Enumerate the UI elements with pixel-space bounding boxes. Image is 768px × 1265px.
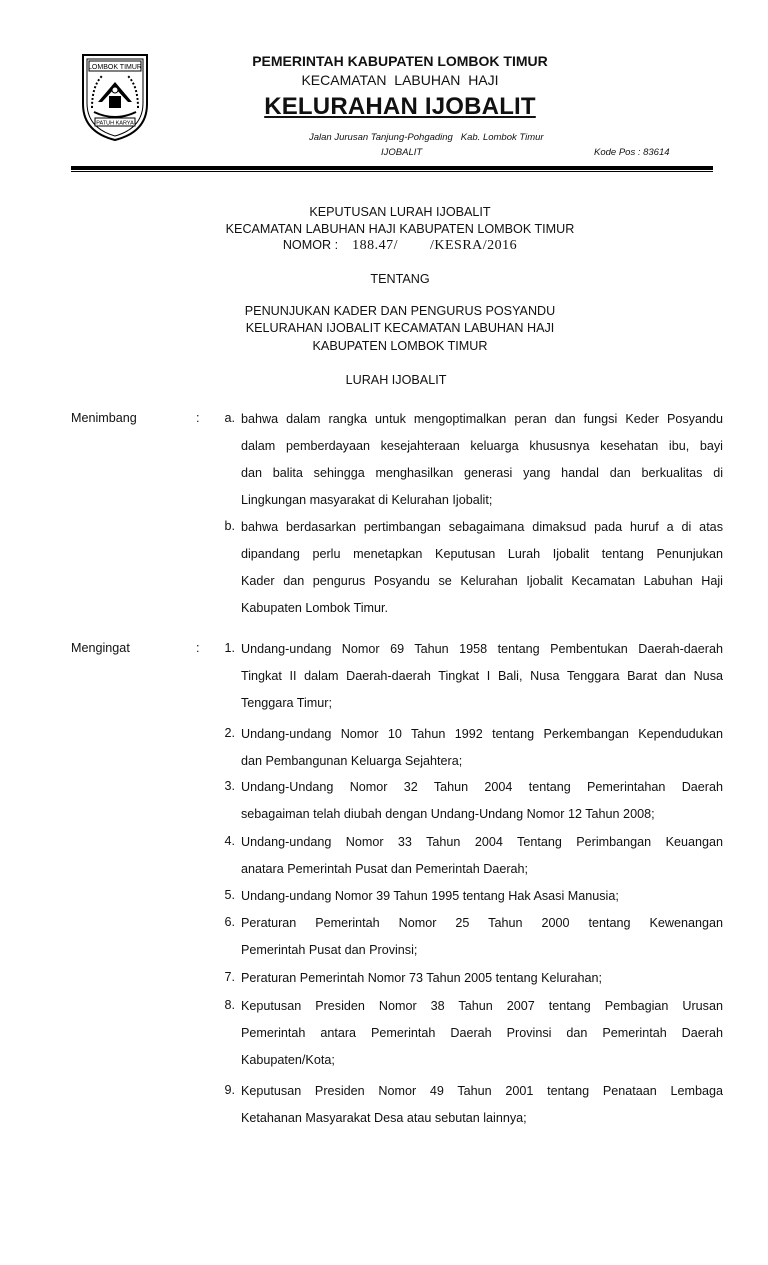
mengingat-marker-8: 8.	[224, 998, 235, 1012]
mengingat-marker-9: 9.	[224, 1083, 235, 1097]
letterhead-divider-thin	[71, 171, 713, 172]
mengingat-colon: :	[196, 641, 200, 655]
menimbang-colon: :	[196, 411, 200, 425]
text-line: Ketahanan Masyarakat Desa atau sebutan lainnya;	[241, 1111, 527, 1125]
decree-title-district: KECAMATAN LABUHAN HAJI KABUPATEN LOMBOK TIMUR	[225, 222, 575, 236]
text-line: Tenggara Timur;	[241, 696, 332, 710]
decree-official: LURAH IJOBALIT	[345, 373, 447, 387]
letterhead-divider-thick	[71, 166, 713, 170]
menimbang-item-a	[241, 406, 723, 514]
mengingat-item-2	[241, 721, 723, 775]
mengingat-marker-1: 1.	[224, 641, 235, 655]
text-line: Pemerintah antara Pemerintah Daerah Provinsi dan Pemerintah Daerah	[241, 1026, 723, 1040]
decree-title: KEPUTUSAN LURAH IJOBALIT	[309, 205, 491, 219]
text-line: Keputusan Presiden Nomor 38 Tahun 2007 tentang Pembagian Urusan	[241, 999, 723, 1013]
mengingat-marker-3: 3.	[224, 779, 235, 793]
letterhead-postal-code: Kode Pos : 83614	[594, 147, 670, 158]
menimbang-label: Menimbang	[71, 411, 137, 425]
text-line: Undang-undang Nomor 10 Tahun 1992 tentang Perkembangan Kependudukan	[241, 727, 723, 741]
coat-of-arms-icon	[80, 52, 150, 142]
menimbang-marker-a: a.	[224, 411, 235, 425]
text-line: Kabupaten/Kota;	[241, 1053, 335, 1067]
mengingat-item-4	[241, 829, 723, 883]
letterhead-government: PEMERINTAH KABUPATEN LOMBOK TIMUR	[252, 53, 548, 69]
text-line: Lingkungan masyarakat di Kelurahan Ijobalit;	[241, 493, 493, 507]
text-line: Peraturan Pemerintah Nomor 25 Tahun 2000 tentang Kewenangan	[241, 916, 723, 930]
letterhead-address: Jalan Jurusan Tanjung-Pohgading Kab. Lombok Timur	[309, 132, 544, 143]
mengingat-item-7	[241, 965, 723, 992]
text-line: Peraturan Pemerintah Nomor 73 Tahun 2005 tentang Kelurahan;	[241, 971, 603, 985]
decree-number	[150, 238, 650, 254]
text-line: bahwa dalam rangka untuk mengoptimalkan peran dan fungsi Keder Posyandu	[241, 412, 723, 426]
text-line: dalam pemberdayaan kesejahteraan keluarga khususnya kesehatan ibu, bayi	[241, 439, 723, 453]
text-line: Tingkat II dalam Daerah-daerah Tingkat I Bali, Nusa Tenggara Barat dan Nusa	[241, 669, 723, 683]
logo-bottom-text: PATUH KARYA	[96, 120, 134, 127]
logo-top-text: LOMBOK TIMUR	[88, 64, 142, 71]
text-line: dan balita sehingga menghasilkan generasi yang handal dan berkualitas di	[241, 466, 723, 480]
decree-subject-line2: KELURAHAN IJOBALIT KECAMATAN LABUHAN HAJI	[245, 321, 555, 335]
text-line: Kader dan pengurus Posyandu se Kelurahan Ijobalit Kecamatan Labuhan Haji	[241, 574, 723, 588]
mengingat-marker-5: 5.	[224, 888, 235, 902]
letterhead-village-short: IJOBALIT	[381, 147, 423, 158]
decree-number-label: NOMOR :	[282, 238, 339, 252]
text-line: dipandang perlu menetapkan Keputusan Lurah Ijobalit tentang Penunjukan	[241, 547, 723, 561]
decree-tentang: TENTANG	[370, 272, 430, 286]
mengingat-item-3	[241, 774, 723, 828]
mengingat-item-9	[241, 1078, 723, 1132]
menimbang-marker-b: b.	[224, 519, 235, 533]
decree-subject-line1: PENUNJUKAN KADER DAN PENGURUS POSYANDU	[244, 304, 556, 318]
text-line: Pemerintah Pusat dan Provinsi;	[241, 943, 418, 957]
decree-number-value: 188.47/ /KESRA/2016	[352, 238, 518, 253]
mengingat-label: Mengingat	[71, 641, 130, 655]
mengingat-item-6	[241, 910, 723, 964]
mengingat-marker-6: 6.	[224, 915, 235, 929]
mengingat-marker-4: 4.	[224, 834, 235, 848]
mengingat-item-8	[241, 993, 723, 1074]
mengingat-marker-7: 7.	[224, 970, 235, 984]
mengingat-marker-2: 2.	[224, 726, 235, 740]
decree-subject-line3: KABUPATEN LOMBOK TIMUR	[312, 339, 488, 353]
text-line: Keputusan Presiden Nomor 49 Tahun 2001 tentang Penataan Lembaga	[241, 1084, 723, 1098]
mengingat-item-1	[241, 636, 723, 717]
text-line: Undang-undang Nomor 33 Tahun 2004 Tentang Perimbangan Keuangan	[241, 835, 723, 849]
text-line: Undang-undang Nomor 69 Tahun 1958 tentang Pembentukan Daerah-daerah	[241, 642, 723, 656]
letterhead-district: KECAMATAN LABUHAN HAJI	[301, 72, 499, 88]
regency-logo	[80, 52, 150, 142]
text-line: dan Pembangunan Keluarga Sejahtera;	[241, 754, 463, 768]
text-line: anatara Pemerintah Pusat dan Pemerintah Daerah;	[241, 862, 529, 876]
mengingat-item-5	[241, 883, 723, 910]
text-line: Undang-undang Nomor 39 Tahun 1995 tentang Hak Asasi Manusia;	[241, 889, 619, 903]
text-line: Kabupaten Lombok Timur.	[241, 601, 389, 615]
text-line: Undang-Undang Nomor 32 Tahun 2004 tentang Pemerintahan Daerah	[241, 780, 723, 794]
menimbang-item-b	[241, 514, 723, 622]
text-line: bahwa berdasarkan pertimbangan sebagaimana dimaksud pada huruf a di atas	[241, 520, 723, 534]
text-line: sebagaiman telah diubah dengan Undang-Undang Nomor 12 Tahun 2008;	[241, 807, 655, 821]
letterhead-village: KELURAHAN IJOBALIT	[264, 93, 536, 120]
